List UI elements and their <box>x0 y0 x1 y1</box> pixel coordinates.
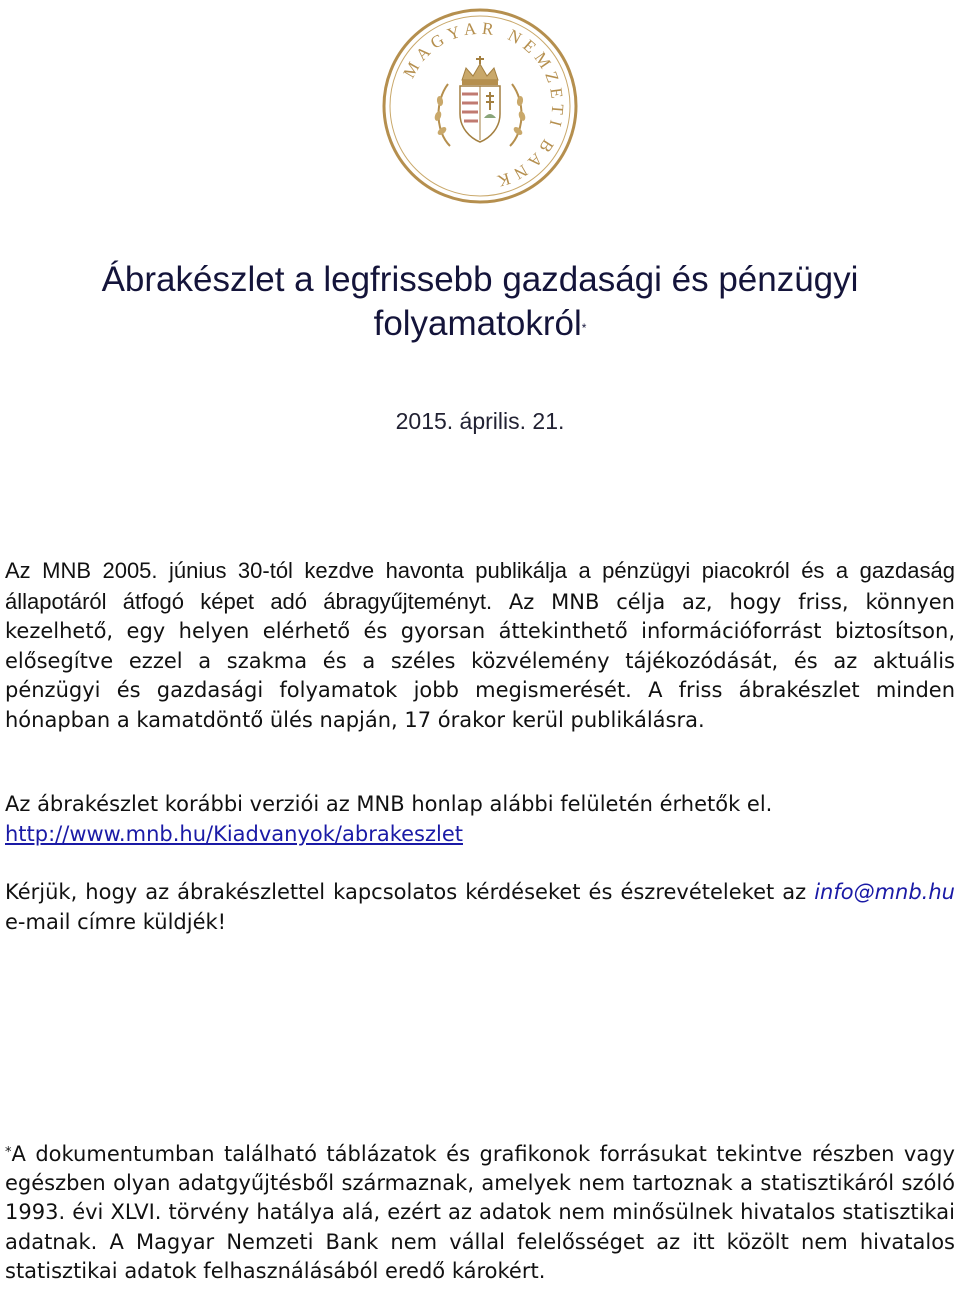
intro-paragraph <box>5 556 955 736</box>
footnote-text: A dokumentumban található táblázatok és grafikonok forrásukat tekintve részben vagy egészben olyan adatgyűjtésből származnak, amelyek nem tartoznak a statisztikáról szóló 1993. évi XLVI. törvény hatálya alá, ezért az adatok nem minősülnek hivatalos statisztikai adatnak. A Magyar Nemzeti Bank nem vállal felelősséget az itt közölt nem hivatalos statisztikai adatok felhasználásából eredő károkért. <box>5 1142 955 1283</box>
title-line-2: folyamatokról <box>373 304 582 343</box>
archive-text: Az ábrakészlet korábbi verziói az MNB honlap alábbi felületén érhetők el. <box>5 792 773 816</box>
document-title <box>0 258 960 346</box>
contact-email-link[interactable]: info@mnb.hu <box>814 880 955 904</box>
intro-rest: Az MNB célja az, hogy friss, könnyen kezelhető, egy helyen elérhető és gyorsan áttekinthető információforrást biztosítson, elősegítve ezzel a szakma és a széles közvélemény tájékozódását, és az aktuális pénzügyi és gazdasági folyamatok jobb megismerését. A friss ábrakészlet minden hónapban a kamatdöntő ülés napján, 17 órakor kerül publikálásra. <box>5 589 955 732</box>
archive-paragraph <box>5 790 955 849</box>
footnote <box>5 1140 955 1286</box>
publication-date: 2015. április. 21. <box>395 408 565 434</box>
logo-ring-text: MAGYAR NEMZETI BANK <box>399 18 568 192</box>
contact-text: Kérjük, hogy az ábrakészlettel kapcsolatos kérdéseket és észrevételeket az <box>5 880 807 904</box>
footnote-mark: * <box>5 1145 12 1160</box>
crown-icon <box>462 56 498 85</box>
intro-sentence: Az MNB 2005. június 30-tól kezdve havonta publikálja a pénzügyi piacokról és a gazdaság állapotáról átfogó képet adó ábragyűjteményt. <box>5 558 955 614</box>
mnb-logo <box>380 6 580 206</box>
contact-after: e-mail címre küldjék! <box>5 909 227 934</box>
coat-of-arms-shield-icon <box>460 86 500 142</box>
contact-paragraph <box>5 878 955 937</box>
title-line-1: Ábrakészlet a legfrissebb gazdasági és pénzügyi <box>101 260 859 299</box>
archive-link[interactable]: http://www.mnb.hu/Kiadvanyok/abrakeszlet <box>5 821 463 846</box>
title-footnote-mark: * <box>581 321 587 335</box>
